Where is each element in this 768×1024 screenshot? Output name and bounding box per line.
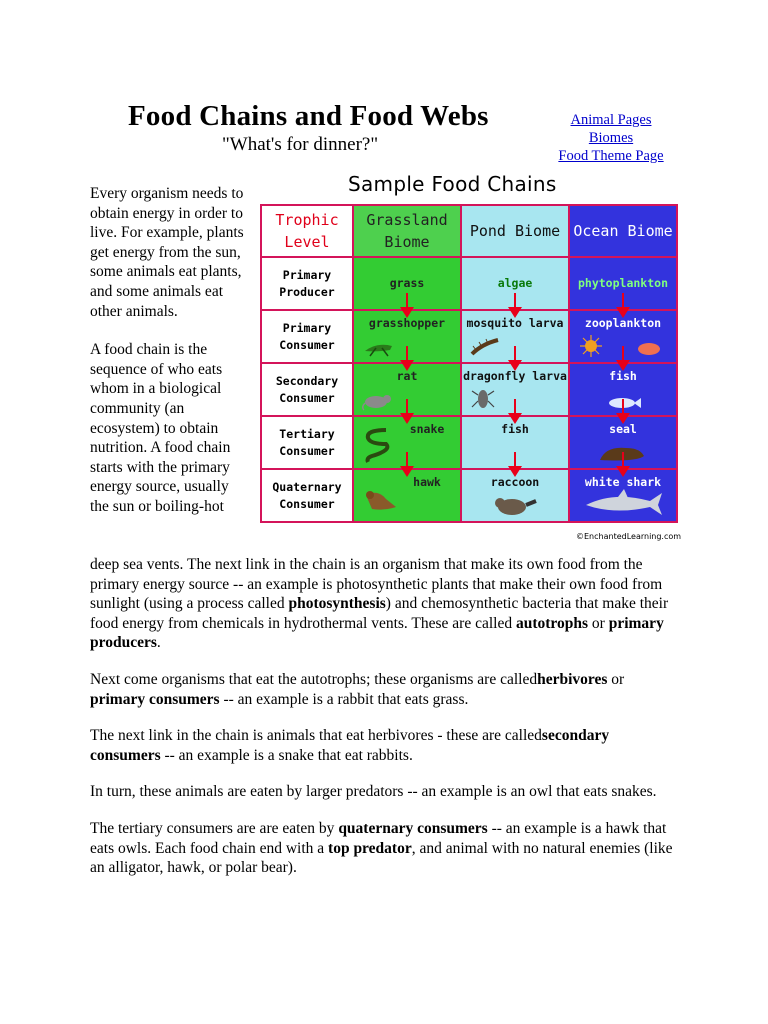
organism-label: rat — [396, 369, 418, 383]
arrow-stem — [622, 346, 624, 360]
level-cell: Primary Producer — [261, 257, 353, 310]
organism-label: hawk — [413, 475, 441, 489]
organism-label: grass — [389, 276, 425, 290]
arrow-stem — [622, 452, 624, 466]
level-cell: Secondary Consumer — [261, 363, 353, 416]
down-arrow-icon — [508, 466, 522, 477]
down-arrow-icon — [400, 413, 414, 424]
down-arrow-icon — [400, 307, 414, 318]
grasshopper-icon — [362, 336, 396, 358]
level-cell: Primary Consumer — [261, 310, 353, 363]
food-chain-figure — [258, 172, 682, 546]
organism-label: snake — [409, 422, 445, 436]
header-grassland: Grassland Biome — [353, 205, 461, 257]
nav-links — [552, 111, 670, 165]
down-arrow-icon — [400, 360, 414, 371]
page-title: Food Chains and Food Webs — [128, 100, 489, 132]
arrow-stem — [622, 399, 624, 413]
table-row — [261, 363, 677, 416]
organism-label: seal — [609, 422, 637, 436]
down-arrow-icon — [616, 360, 630, 371]
arrow-stem — [514, 399, 516, 413]
organism-label: fish — [501, 422, 529, 436]
organism-label: white shark — [584, 475, 662, 489]
table-header-row — [261, 205, 677, 257]
body-paragraph-3: The next link in the chain is animals that eat herbivores - these are calledsecondary consumers -- an example is a snake that eat rabbits. — [90, 727, 610, 764]
body-paragraph-2: Next come organisms that eat the autotrophs; these organisms are calledherbivores or primary consumers -- an example is a rabbit that eats grass. — [90, 670, 625, 708]
level-cell: Tertiary Consumer — [261, 416, 353, 469]
header-ocean: Ocean Biome — [569, 205, 677, 257]
rat-icon — [362, 391, 394, 411]
header-trophic-level: Trophic Level — [261, 205, 353, 257]
food-chain-table — [260, 204, 678, 523]
dragonfly-larva-icon — [470, 385, 496, 411]
down-arrow-icon — [400, 466, 414, 477]
grassland-cell — [353, 257, 461, 310]
arrow-stem — [406, 293, 408, 307]
table-row — [261, 310, 677, 363]
biomes-link[interactable]: Biomes — [588, 130, 634, 146]
snake-icon — [362, 424, 394, 464]
intro-text — [90, 184, 250, 517]
figure-title: Sample Food Chains — [348, 172, 557, 196]
organism-label: fish — [609, 369, 637, 383]
arrow-stem — [406, 399, 408, 413]
zooplankton-icon — [578, 334, 604, 358]
organism-label: phytoplankton — [577, 276, 668, 290]
arrow-stem — [406, 452, 408, 466]
figure-credit: ©EnchantedLearning.com — [576, 532, 682, 541]
body-paragraph-1: deep sea vents. The next link in the chain is an organism that make its own food from the primary energy source -- an example is photosynthetic plants that make their own food from sunlight (using a process called photosynthesis) and chemosynthetic bacteria that make their food energy from chemicals in hydrothermal vents. These are called autotrophs or primary producers. — [90, 556, 669, 652]
animal-pages-link[interactable]: Animal Pages — [570, 112, 652, 128]
body-paragraph-4: In turn, these animals are eaten by larger predators -- an example is an owl that eats snakes. — [90, 783, 657, 801]
body-text — [90, 555, 680, 895]
food-theme-page-link[interactable]: Food Theme Page — [558, 148, 664, 164]
organism-label: algae — [497, 276, 533, 290]
table-row — [261, 257, 677, 310]
down-arrow-icon — [616, 413, 630, 424]
arrow-stem — [622, 293, 624, 307]
pond-cell — [461, 257, 569, 310]
level-cell: Quaternary Consumer — [261, 469, 353, 522]
ocean-cell — [569, 257, 677, 310]
page-subtitle: "What's for dinner?" — [222, 134, 379, 155]
down-arrow-icon — [508, 413, 522, 424]
table-row — [261, 469, 677, 522]
table-row — [261, 416, 677, 469]
arrow-stem — [406, 346, 408, 360]
organism-label: grasshopper — [368, 316, 446, 330]
organism-label: zooplankton — [584, 316, 662, 330]
down-arrow-icon — [508, 360, 522, 371]
intro-paragraph-2: A food chain is the sequence of who eats whom in a biological community (an ecosystem) to obtain nutrition. A food chain starts with the primary energy source, usually the sun or boiling-hot — [90, 341, 231, 515]
down-arrow-icon — [616, 466, 630, 477]
mosquito-larva-icon — [470, 336, 502, 358]
white-shark-icon — [584, 489, 664, 517]
organism-label: dragonfly larva — [463, 369, 567, 383]
organism-label: mosquito larva — [466, 316, 564, 330]
fish-icon — [606, 395, 642, 411]
arrow-stem — [514, 293, 516, 307]
arrow-stem — [514, 452, 516, 466]
shrimp-icon — [636, 340, 662, 358]
down-arrow-icon — [616, 307, 630, 318]
down-arrow-icon — [508, 307, 522, 318]
header-pond: Pond Biome — [461, 205, 569, 257]
organism-label: raccoon — [490, 475, 540, 489]
arrow-stem — [514, 346, 516, 360]
hawk-icon — [362, 485, 400, 517]
raccoon-icon — [492, 493, 538, 517]
body-paragraph-5: The tertiary consumers are are eaten by quaternary consumers -- an example is a hawk that eats owls. Each food chain end with a top predator, and animal with no natural enemies (like an alligator, hawk, or polar bear). — [90, 819, 673, 877]
intro-paragraph-1: Every organism needs to obtain energy in order to live. For example, plants get energy from the sun, some animals eat plants, and some animals eat other animals. — [90, 185, 244, 320]
